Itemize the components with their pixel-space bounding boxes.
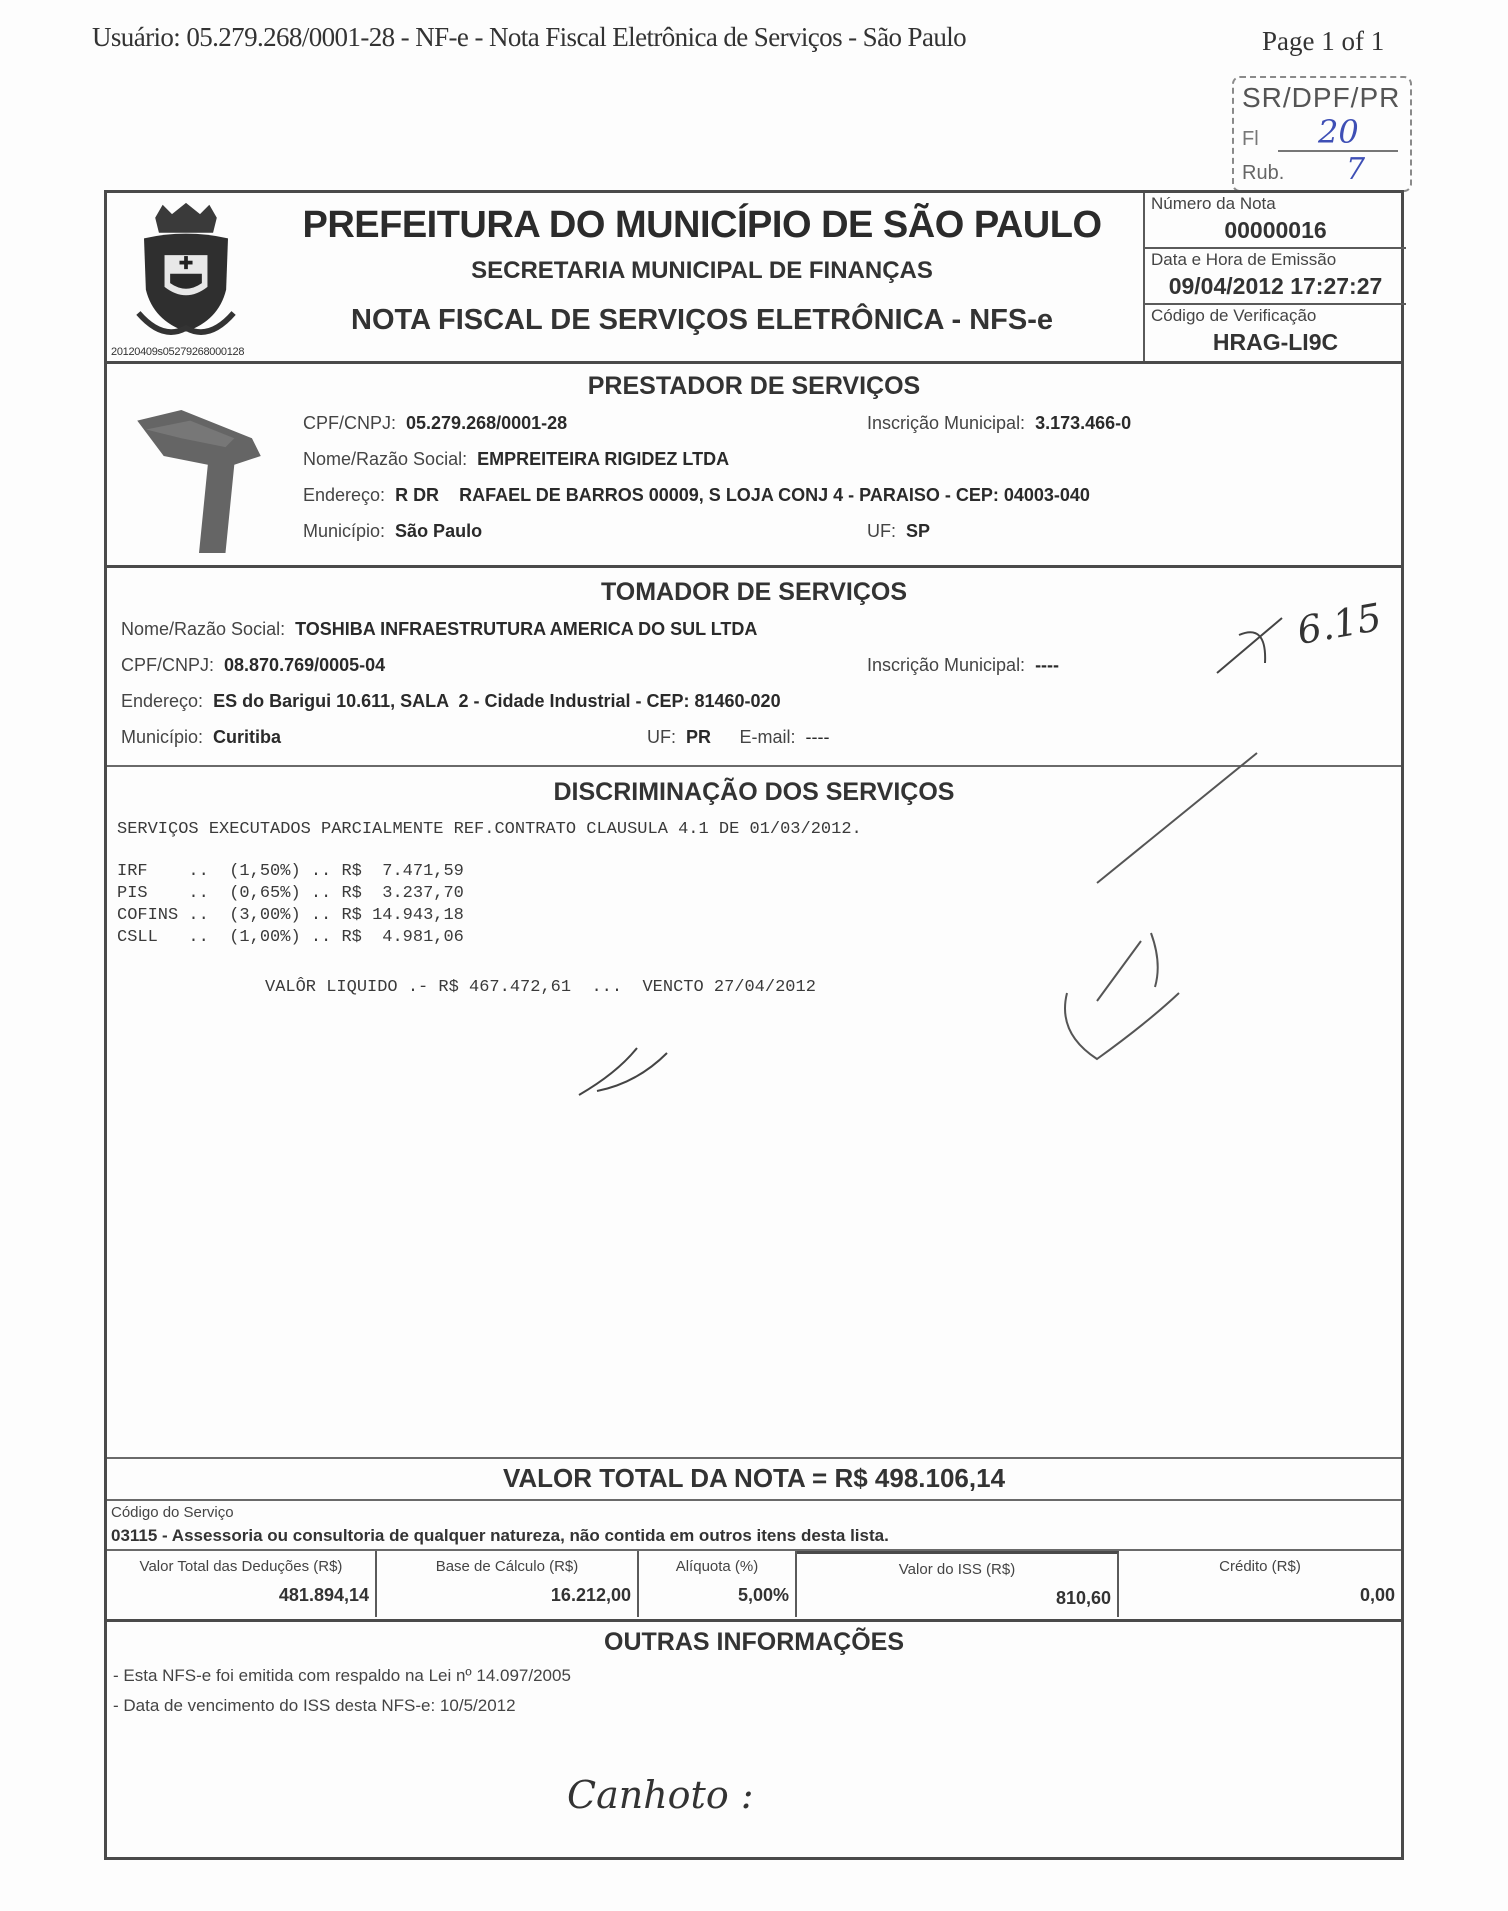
iss-value-label: Valor do ISS (R$) [898, 1561, 1016, 1578]
verification-label: Código de Verificação [1151, 306, 1317, 325]
separator: .. [178, 862, 230, 881]
tax-value: R$ 7.471,59 [341, 862, 464, 881]
tomador-nome-label: Nome/Razão Social: [121, 619, 286, 639]
tax-name: CSLL [117, 928, 179, 947]
tomador-email-label: E-mail: [739, 727, 796, 747]
service-code-label: Código do Serviço [111, 1504, 234, 1521]
tax-value: R$ 3.237,70 [341, 884, 464, 903]
calc-base-value: 16.212,00 [550, 1585, 631, 1605]
issue-date-label: Data e Hora de Emissão [1151, 250, 1337, 269]
prestador-cnpj: 05.279.268/0001-28 [406, 413, 568, 433]
note-number-cell [1145, 193, 1406, 249]
canhoto-note: Canhoto : [567, 1773, 754, 1817]
tax-value: R$ 4.981,06 [341, 928, 464, 947]
outras-title: OUTRAS INFORMAÇÕES [604, 1628, 904, 1656]
credit-value: 0,00 [1359, 1585, 1395, 1605]
rate-value: 5,00% [737, 1585, 789, 1605]
prestador-endereco-label: Endereço: [303, 485, 386, 505]
credit-cell [1119, 1551, 1401, 1617]
divider [107, 1499, 1401, 1501]
tomador-municipio-row [121, 725, 281, 751]
rate-cell [639, 1551, 797, 1617]
tomador-im-row [867, 653, 1059, 679]
note-id-panel [1143, 193, 1406, 361]
prestador-endereco: R DR RAFAEL DE BARROS 00009, S LOJA CONJ 4 - PARAISO - CEP: 04003-040 [395, 485, 1090, 505]
separator: .. [178, 928, 230, 947]
total-value: VALOR TOTAL DA NOTA = R$ 498.106,14 [502, 1463, 1006, 1493]
page-indicator: Page 1 of 1 [1262, 26, 1385, 56]
tax-name: PIS [117, 884, 179, 903]
calc-base-cell [377, 1551, 639, 1617]
stamp-org: SR/DPF/PR [1242, 82, 1401, 113]
note-number-value: 00000016 [1224, 217, 1327, 243]
tomador-endereco: ES do Barigui 10.611, SALA 2 - Cidade Industrial - CEP: 81460-020 [213, 691, 781, 711]
prestador-title: PRESTADOR DE SERVIÇOS [587, 372, 921, 400]
net-value-line: VALÔR LIQUIDO .- R$ 467.472,61 ... VENCTO 27/04/2012 [265, 978, 816, 997]
margin-note: 6.15 [1293, 594, 1385, 654]
info-line: - Data de vencimento do ISS desta NFS-e: 10/5/2012 [113, 1696, 516, 1715]
prestador-cnpj-label: CPF/CNPJ: [303, 413, 397, 433]
tax-name: COFINS [117, 906, 179, 925]
divider [107, 565, 1401, 568]
tomador-cnpj-label: CPF/CNPJ: [121, 655, 215, 675]
prestador-nome-label: Nome/Razão Social: [303, 449, 468, 469]
separator: .. [300, 862, 342, 881]
deductions-cell [107, 1551, 377, 1617]
issue-date-cell [1145, 249, 1406, 305]
prestador-uf-label: UF: [867, 521, 896, 541]
calc-base-label: Base de Cálculo (R$) [435, 1558, 579, 1575]
provider-logo-icon [119, 403, 279, 553]
deductions-label: Valor Total das Deduções (R$) [139, 1558, 343, 1575]
divider [107, 361, 1401, 364]
tomador-nome-row [121, 617, 757, 643]
prestador-nome: EMPREITEIRA RIGIDEZ LTDA [477, 449, 730, 469]
tax-rate: (0,65%) [229, 884, 301, 903]
tomador-uf: PR [686, 727, 712, 747]
tax-list [117, 861, 464, 949]
service-description: SERVIÇOS EXECUTADOS PARCIALMENTE REF.CONTRATO CLAUSULA 4.1 DE 01/03/2012. [117, 820, 862, 839]
arrow-mark [1217, 618, 1282, 673]
tomador-uf-label: UF: [647, 727, 676, 747]
coat-of-arms-icon [131, 201, 241, 341]
divider [107, 1457, 1401, 1459]
tax-rate: (3,00%) [229, 906, 301, 925]
tax-row [117, 905, 464, 927]
prestador-nome-row [303, 447, 729, 473]
prestador-municipio: São Paulo [395, 521, 483, 541]
tomador-im-label: Inscrição Municipal: [867, 655, 1026, 675]
note-number-label: Número da Nota [1151, 194, 1276, 213]
info-line: - Esta NFS-e foi emitida com respaldo na Lei nº 14.097/2005 [113, 1666, 571, 1685]
separator: .. [300, 906, 342, 925]
divider [107, 765, 1401, 767]
tomador-email: ---- [805, 727, 830, 747]
prestador-im: 3.173.466-0 [1035, 413, 1132, 433]
tax-value: R$ 14.943,18 [341, 906, 464, 925]
verification-cell [1145, 305, 1406, 361]
tax-name: IRF [117, 862, 179, 881]
issue-date-value: 09/04/2012 17:27:27 [1168, 273, 1383, 299]
crest-code: 20120409s05279268000128 [111, 346, 245, 358]
separator: .. [300, 884, 342, 903]
prestador-uf: SP [906, 521, 931, 541]
municipality-title: PREFEITURA DO MUNICÍPIO DE SÃO PAULO [302, 204, 1102, 246]
stamp-rub-value: 7 [1346, 152, 1366, 187]
tomador-im: ---- [1035, 655, 1060, 675]
print-header-title: Usuário: 05.279.268/0001-28 - NF-e - Nota Fiscal Eletrônica de Serviços - São Paulo [92, 22, 967, 52]
prestador-im-label: Inscrição Municipal: [867, 413, 1026, 433]
initials-mark [579, 1048, 667, 1095]
deductions-value: 481.894,14 [278, 1585, 369, 1605]
tomador-cnpj: 08.870.769/0005-04 [224, 655, 386, 675]
stamp-fl-label: Fl [1242, 128, 1259, 150]
prestador-endereco-row [303, 483, 1090, 509]
secretariat-title: SECRETARIA MUNICIPAL DE FINANÇAS [471, 257, 933, 284]
tomador-title: TOMADOR DE SERVIÇOS [600, 578, 908, 606]
rate-label: Alíquota (%) [675, 1558, 759, 1575]
discriminacao-title: DISCRIMINAÇÃO DOS SERVIÇOS [553, 778, 955, 806]
service-code-value: 03115 - Assessoria ou consultoria de qualquer natureza, não contida em outros itens desta lista. [111, 1526, 889, 1545]
tomador-cnpj-row [121, 653, 385, 679]
document-type-title: NOTA FISCAL DE SERVIÇOS ELETRÔNICA - NFS-e [351, 304, 1053, 336]
tomador-nome: TOSHIBA INFRAESTRUTURA AMERICA DO SUL LTDA [295, 619, 758, 639]
prestador-municipio-label: Município: [303, 521, 386, 541]
verification-code: HRAG-LI9C [1212, 329, 1339, 355]
tax-row [117, 861, 464, 883]
diagonal-stroke [1097, 753, 1257, 883]
protocol-stamp [1232, 76, 1412, 192]
separator: .. [178, 906, 230, 925]
tax-values-grid [107, 1551, 1401, 1617]
tax-rate: (1,00%) [229, 928, 301, 947]
stamp-fl-value: 20 [1318, 113, 1359, 151]
tax-rate: (1,50%) [229, 862, 301, 881]
tomador-endereco-label: Endereço: [121, 691, 204, 711]
stamp-rub-label: Rub. [1242, 162, 1285, 184]
check-mark [1065, 933, 1179, 1059]
iss-value-cell [797, 1551, 1119, 1617]
credit-label: Crédito (R$) [1219, 1558, 1301, 1575]
tomador-municipio-label: Município: [121, 727, 204, 747]
prestador-municipio-row [303, 519, 482, 545]
tax-row [117, 883, 464, 905]
separator: .. [178, 884, 230, 903]
iss-value: 810,60 [1055, 1588, 1111, 1608]
separator: .. [300, 928, 342, 947]
nfse-document [104, 190, 1404, 1860]
tomador-endereco-row [121, 689, 781, 715]
tomador-municipio: Curitiba [213, 727, 282, 747]
prestador-im-row [867, 411, 1131, 437]
prestador-uf-row [867, 519, 930, 545]
divider [107, 1619, 1401, 1622]
tomador-uf-row [647, 725, 829, 751]
tax-row [117, 927, 464, 949]
prestador-cnpj-row [303, 411, 567, 437]
